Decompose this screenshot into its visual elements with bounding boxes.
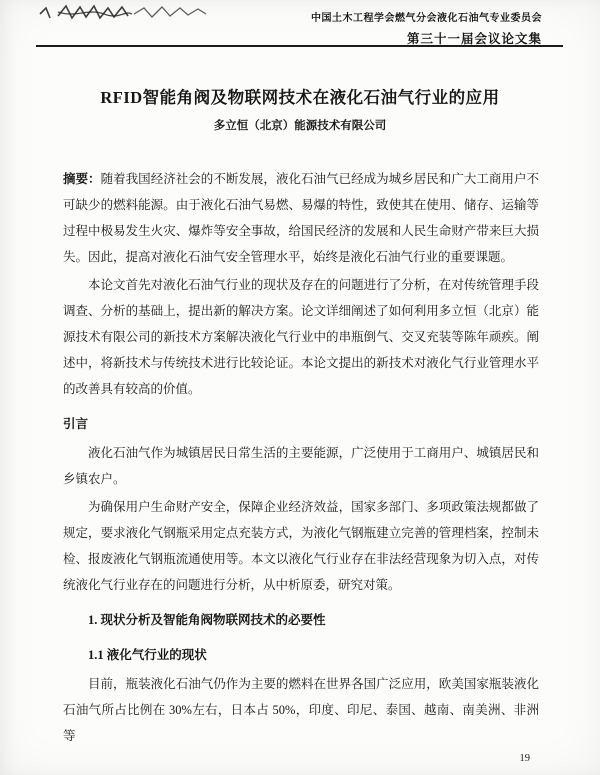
- paper-body: [63, 166, 539, 749]
- abstract-label: 摘要：: [63, 172, 101, 186]
- section-1-1-paragraph-1: 目前，瓶装液化石油气仍作为主要的燃料在世界各国广泛应用，欧美国家瓶装液化石油气所占比例在 30%左右，日本占 50%，印度、印尼、泰国、越南、南美洲、非洲等: [63, 677, 539, 743]
- header-committee-name: 中国土木工程学会燃气分会液化石油气专业委员会: [311, 13, 542, 24]
- header-divider-line: [36, 45, 563, 47]
- paper-author-affiliation: 多立恒（北京）能源技术有限公司: [213, 120, 387, 132]
- introduction-heading: 引言: [63, 417, 89, 431]
- paper-title: RFID智能角阀及物联网技术在液化石油气行业的应用: [100, 88, 500, 107]
- handwritten-scribble-mark: [38, 2, 216, 28]
- section-1-heading: 1. 现状分析及智能角阀物联网技术的必要性: [88, 613, 326, 627]
- page-header: [311, 9, 542, 47]
- section-1-1-heading: 1.1 液化气行业的现状: [88, 648, 207, 662]
- header-proceedings-title: 第三十一届会议论文集: [406, 32, 542, 46]
- introduction-paragraph-2: 为确保用户生命财产安全，保障企业经济效益，国家多部门、多项政策法规都做了规定，要求液化气钢瓶采用定点充装方式，为液化气钢瓶建立完善的管理档案，控制未检、报废液化气钢瓶流通使用等。本文以液化气行业存在非法经营现象为切入点，对传统液化气行业存在的问题进行分析，从中析原委，研究对策。: [63, 500, 539, 592]
- abstract-paragraph-2: 本论文首先对液化石油气行业的现状及存在的问题进行了分析，在对传统管理手段调查、分析的基础上，提出新的解决方案。论文详细阐述了如何利用多立恒（北京）能源技术有限公司的新技术方案解决液化气行业中的串瓶倒气、交叉充装等陈年顽疾。阐述中，将新技术与传统技术进行比较论证。本论文提出的新技术对液化气行业管理水平的改善具有较高的价值。: [63, 278, 539, 396]
- abstract-paragraph-1: [63, 166, 539, 270]
- page-number: 19: [519, 753, 530, 764]
- abstract-text-1: 随着我国经济社会的不断发展，液化石油气已经成为城乡居民和广大工商用户不可缺少的燃料能源。由于液化石油气易燃、易爆的特性，致使其在使用、储存、运输等过程中极易发生火灾、爆炸等安全事故，给国民经济的发展和人民生命财产带来巨大损失。因此，提高对液化石油气安全管理水平，始终是液化石油气行业的重要课题。: [63, 172, 539, 264]
- introduction-paragraph-1: 液化石油气作为城镇居民日常生活的主要能源，广泛使用于工商用户、城镇居民和乡镇农户。: [63, 446, 539, 486]
